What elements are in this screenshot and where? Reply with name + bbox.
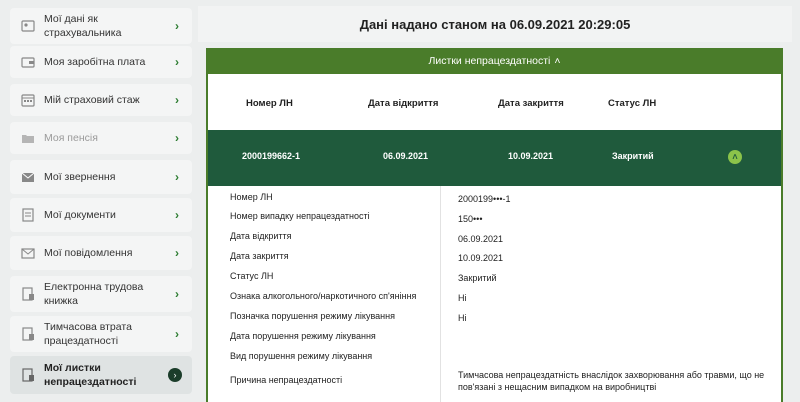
chevron-right-icon: › <box>175 327 179 341</box>
profile-icon <box>20 19 36 33</box>
sick-leaves-panel <box>206 74 783 402</box>
chevron-right-icon: › <box>175 170 179 184</box>
envelope-icon <box>20 170 36 184</box>
sidebar-item-label: Тимчасова втрата працездатності <box>44 321 132 347</box>
row-status: Закритий <box>612 151 654 161</box>
sidebar-item-sick-leaves[interactable] <box>10 356 192 394</box>
row-number: 2000199662-1 <box>242 151 301 161</box>
detail-value: Ні <box>458 313 467 323</box>
folder-icon <box>20 131 36 145</box>
document-icon <box>20 208 36 222</box>
sidebar-item-label: Мої документи <box>44 209 116 221</box>
sick-leave-icon <box>20 368 36 382</box>
row-closed-date: 10.09.2021 <box>508 151 554 161</box>
sidebar-item-label: Електронна трудова книжка <box>44 281 144 307</box>
detail-value: 10.09.2021 <box>458 253 504 263</box>
detail-label: Дата порушення режиму лікування <box>230 331 376 341</box>
book-icon <box>20 327 36 341</box>
sidebar <box>0 0 196 402</box>
sidebar-item-insurer-data[interactable] <box>10 8 192 44</box>
divider <box>440 186 441 402</box>
column-header: Дата відкриття <box>368 98 439 109</box>
main-content <box>198 0 792 402</box>
chevron-right-icon: › <box>175 55 179 69</box>
chevron-right-icon: › <box>175 93 179 107</box>
detail-label: Позначка порушення режиму лікування <box>230 311 395 321</box>
calendar-icon <box>20 93 36 107</box>
mail-icon <box>20 246 36 260</box>
sidebar-item-work-book[interactable] <box>10 276 192 312</box>
sidebar-item-messages[interactable] <box>10 236 192 270</box>
section-title: Листки непрацездатності <box>428 55 551 67</box>
book-icon <box>20 287 36 301</box>
detail-label: Причина непрацездатності <box>230 375 343 385</box>
detail-label: Статус ЛН <box>230 271 274 281</box>
sidebar-item-label: Мої дані як страхувальника <box>44 13 122 39</box>
chevron-right-icon: › <box>175 246 179 260</box>
sick-leaves-section-toggle[interactable] <box>206 48 783 74</box>
sidebar-item-label: Мій страховий стаж <box>44 94 140 106</box>
table-row[interactable] <box>208 130 781 186</box>
chevron-right-icon: › <box>175 131 179 145</box>
sidebar-item-label: Моя пенсія <box>44 132 98 144</box>
sidebar-item-label: Мої листки непрацездатності <box>44 362 137 388</box>
detail-value: 150••• <box>458 214 483 224</box>
detail-label: Ознака алкогольного/наркотичного сп'яніння <box>230 291 417 301</box>
sidebar-item-label: Моя заробітна плата <box>44 56 146 68</box>
chevron-right-icon: › <box>175 19 179 33</box>
detail-value: Ні <box>458 293 467 303</box>
detail-label: Дата відкриття <box>230 231 292 241</box>
row-opened-date: 06.09.2021 <box>383 151 429 161</box>
sidebar-item-salary[interactable] <box>10 46 192 78</box>
sidebar-item-documents[interactable] <box>10 198 192 232</box>
chevron-right-icon: › <box>175 208 179 222</box>
collapse-row-button[interactable]: ˄ <box>728 150 742 164</box>
detail-value: 2000199•••-1 <box>458 194 511 204</box>
sidebar-item-label: Мої звернення <box>44 171 116 183</box>
sidebar-item-requests[interactable] <box>10 160 192 194</box>
column-header: Номер ЛН <box>246 98 293 109</box>
detail-label: Вид порушення режиму лікування <box>230 351 373 361</box>
column-header: Дата закриття <box>498 98 564 109</box>
chevron-right-icon: › <box>168 368 182 382</box>
sidebar-item-label: Мої повідомлення <box>44 247 133 259</box>
column-header: Статус ЛН <box>608 98 657 109</box>
detail-label: Дата закриття <box>230 251 289 261</box>
detail-label: Номер випадку непрацездатності <box>230 211 370 221</box>
table-header <box>208 98 781 118</box>
detail-value: 06.09.2021 <box>458 234 504 244</box>
sidebar-item-temporary-disability[interactable] <box>10 316 192 352</box>
wallet-icon <box>20 55 36 69</box>
data-timestamp: Дані надано станом на 06.09.2021 20:29:05 <box>198 6 792 42</box>
chevron-right-icon: › <box>175 287 179 301</box>
sidebar-item-pension[interactable] <box>10 122 192 154</box>
chevron-up-icon: ˄ <box>554 55 561 67</box>
sidebar-item-insurance-experience[interactable] <box>10 84 192 116</box>
detail-value: Закритий <box>458 273 497 283</box>
detail-value: Тимчасова непрацездатність внаслідок захворювання або травми, що не пов'язані з нещасним випадком на виробництві <box>458 370 765 392</box>
detail-label: Номер ЛН <box>230 192 273 202</box>
